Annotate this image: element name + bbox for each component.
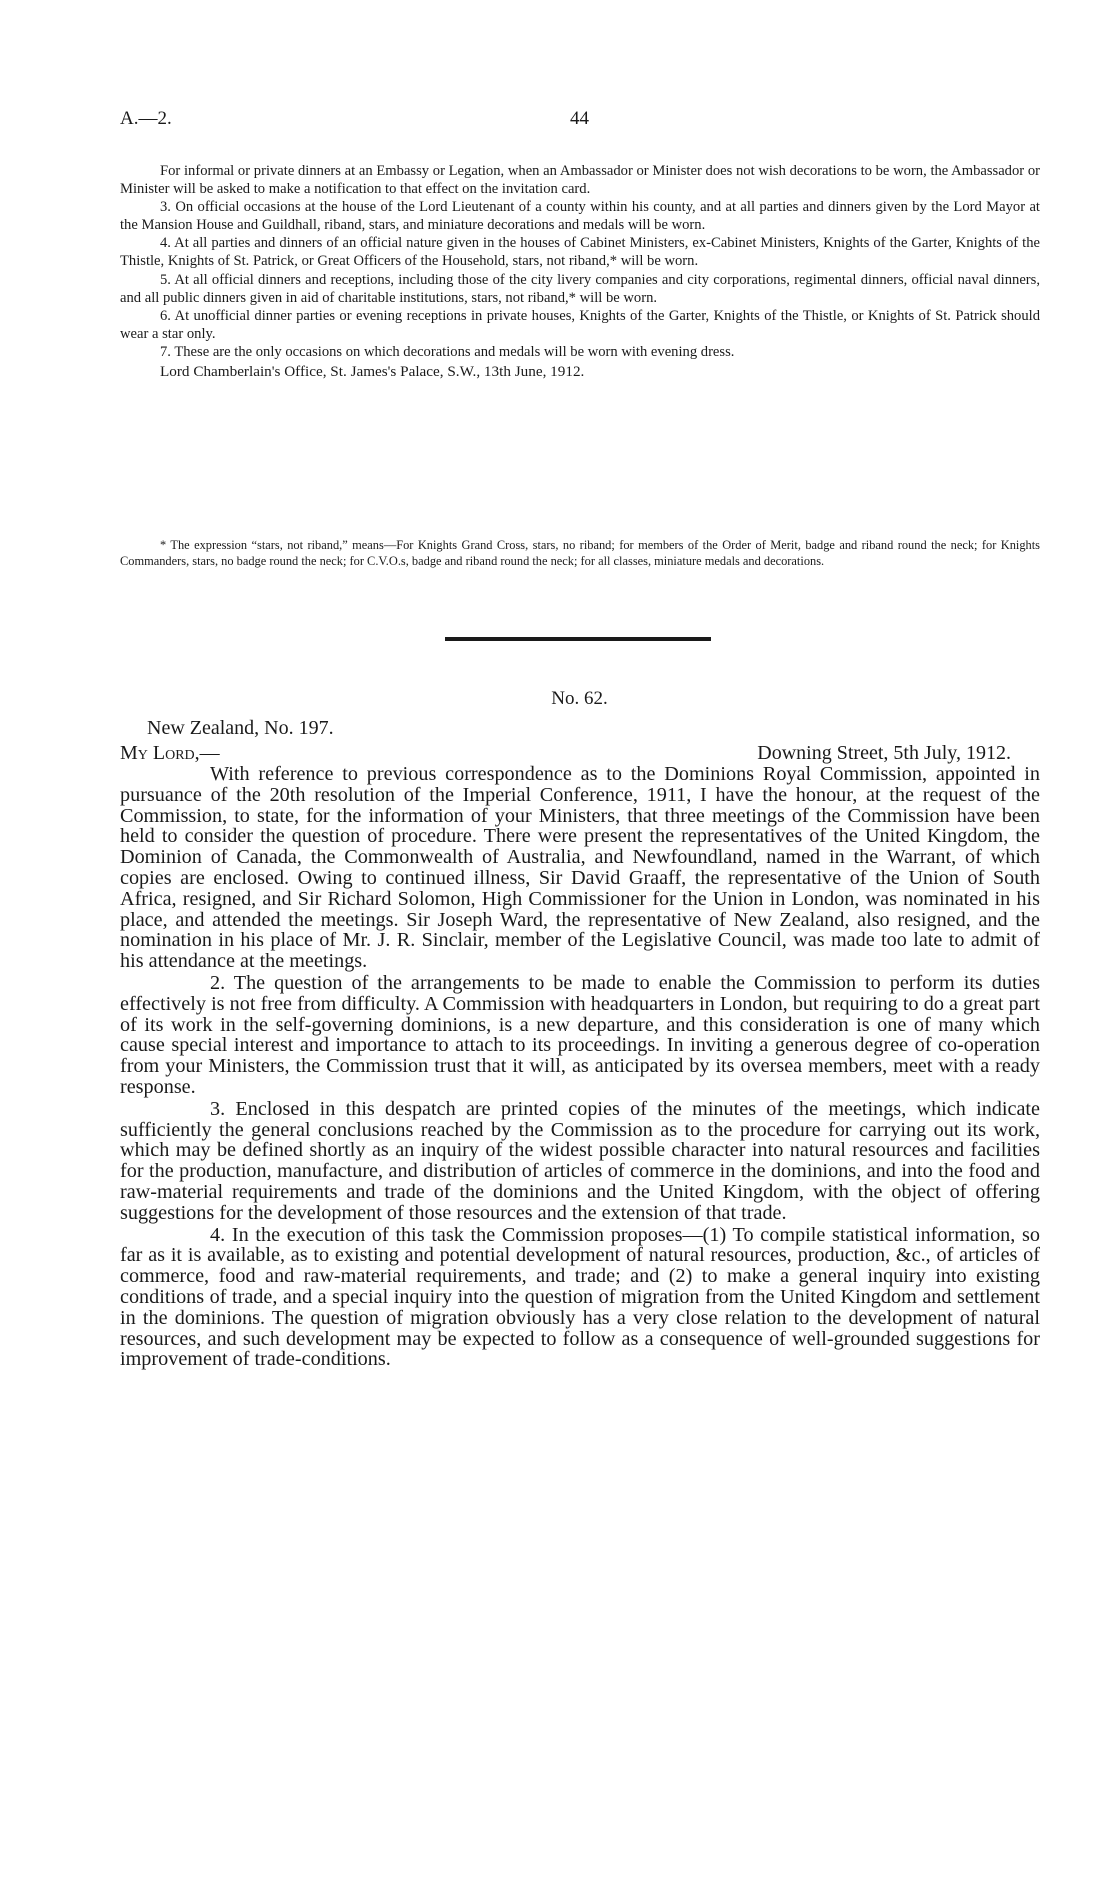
- addressee-line: New Zealand, No. 197.: [147, 717, 334, 739]
- document-number: No. 62.: [551, 688, 608, 709]
- regulation-paragraph: 5. At all official dinners and receptions, including those of the city livery companies and city corporations, regimental dinners, official naval dinners, and all public dinners given in aid of charitable institutions, stars, not riband,* will be worn.: [120, 271, 1040, 306]
- regulation-paragraph: For informal or private dinners at an Embassy or Legation, when an Ambassador or Minister does not wish decorations to be worn, the Ambassador or Minister will be asked to make a notification to that effect on the invitation card.: [120, 163, 1040, 198]
- letter-paragraph: With reference to previous correspondence as to the Dominions Royal Commission, appointed in pursuance of the 20th resolution of the Imperial Conference, 1911, I have the honour, at the request of the Commission, to state, for the information of your Ministers, that three meetings of the Commission have been held to consider the question of procedure. There were present the representatives of the United Kingdom, the Dominion of Canada, the Commonwealth of Australia, and Newfoundland, named in the Warrant, of which copies are enclosed. Owing to continued illness, Sir David Graaff, the representative of the Union of South Africa, resigned, and Sir Richard Solomon, High Commissioner for the Union in London, was nominated in his place, and attended the meetings. Sir Joseph Ward, the representative of New Zealand, also resigned, and the nomination in his place of Mr. J. R. Sinclair, member of the Legislative Council, was made too late to admit of his attendance at the meetings.: [120, 763, 1040, 973]
- salutation: My Lord,—: [120, 742, 220, 764]
- regulations-section: [120, 162, 1040, 381]
- regulation-paragraph: 3. On official occasions at the house of the Lord Lieutenant of a county within his county, and at all parties and dinners given by the Lord Mayor at the Mansion House and Guildhall, riband, stars, and miniature decorations and medals will be worn.: [120, 199, 1040, 234]
- regulation-paragraph: 7. These are the only occasions on which decorations and medals will be worn with evening dress.: [160, 343, 735, 360]
- regulation-paragraph: 6. At unofficial dinner parties or evening receptions in private houses, Knights of the Garter, Knights of the Thistle, or Knights of St. Patrick should wear a star only.: [120, 307, 1040, 342]
- footnote: [120, 538, 1040, 569]
- letter-paragraph: 4. In the execution of this task the Commission proposes—(1) To compile statistical information, so far as it is available, as to existing and potential development of natural resources, production, &c., of articles of commerce, food and raw-material requirements, and trade; and (2) to make a general inquiry into existing conditions of trade, and a special inquiry into the question of migration from the United Kingdom and settlement in the dominions. The question of migration obviously has a very close relation to the development of natural resources, and such development may be expected to follow as a consequence of well-grounded suggestions for improvement of trade-conditions.: [120, 1223, 1040, 1371]
- section-divider: [445, 637, 711, 641]
- dateline: Downing Street, 5th July, 1912.: [757, 742, 1011, 764]
- letter-paragraph: 3. Enclosed in this despatch are printed copies of the minutes of the meetings, which indicate sufficiently the general conclusions reached by the Commission as to the procedure for carrying out its work, which may be defined shortly as an inquiry of the widest possible character into natural resources and facilities for the production, manufacture, and distribution of articles of commerce in the dominions, and into the food and raw-material requirements and trade of the dominions and the United Kingdom, with the object of offering suggestions for the development of those resources and the extension of that trade.: [120, 1097, 1040, 1224]
- office-signature-line: Lord Chamberlain's Office, St. James's Palace, S.W., 13th June, 1912.: [160, 363, 585, 381]
- document-reference: A.—2.: [120, 108, 172, 129]
- regulation-paragraph: 4. At all parties and dinners of an official nature given in the houses of Cabinet Ministers, ex-Cabinet Ministers, Knights of the Garter, Knights of the Thistle, Knights of St. Patrick, or Great Officers of the Household, stars, not riband,* will be worn.: [120, 235, 1040, 270]
- page-header: [120, 108, 1050, 138]
- page-number: 44: [570, 108, 589, 129]
- footnote-text: * The expression “stars, not riband,” means—For Knights Grand Cross, stars, no riband; for members of the Order of Merit, badge and riband round the neck; for Knights Commanders, stars, no badge round the neck; for C.V.O.s, badge and riband round the neck; for all classes, miniature medals and decorations.: [120, 538, 1040, 568]
- letter-paragraph: 2. The question of the arrangements to be made to enable the Commission to perform its duties effectively is not free from difficulty. A Commission with headquarters in London, but requiring to do a great part of its work in the self-governing dominions, is a new departure, and this consideration is one of many which cause special interest and importance to attach to its proceedings. In inviting a generous degree of co-operation from your Ministers, the Commission trust that it will, as anticipated by its oversea members, meet with a ready response.: [120, 971, 1040, 1098]
- letter-body: [120, 764, 1040, 1370]
